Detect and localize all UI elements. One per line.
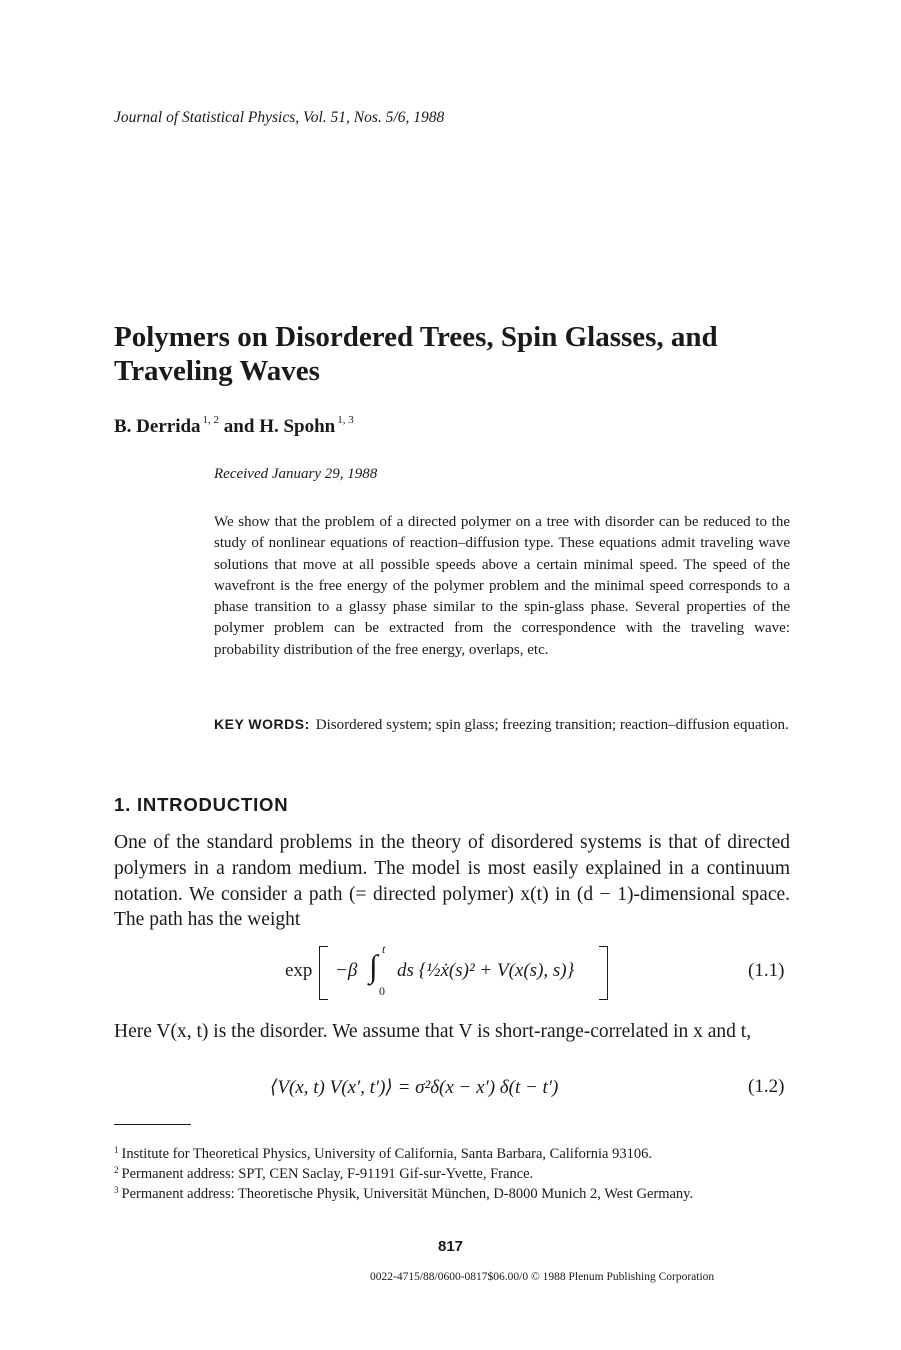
eq1-left-bracket — [319, 946, 328, 1000]
eq1-body: ds {½ẋ(s)² + V(x(s), s)} — [397, 960, 575, 981]
equation-1-2: ⟨V(x, t) V(x′, t′)⟩ = σ²δ(x − x′) δ(t − t′) — [270, 1077, 559, 1098]
section-heading: 1. INTRODUCTION — [114, 794, 289, 815]
author-line — [114, 414, 354, 438]
footnote-text: Permanent address: SPT, CEN Saclay, F-91191 Gif-sur-Yvette, France. — [121, 1166, 534, 1182]
copyright-line: 0022-4715/88/0600-0817$06.00/0 © 1988 Plenum Publishing Corporation — [370, 1271, 715, 1283]
eq1-integral-sign: ∫ — [369, 948, 378, 984]
footnote-3 — [114, 1180, 790, 1204]
keywords — [214, 714, 790, 737]
journal-citation: Journal of Statistical Physics, Vol. 51, Nos. 5/6, 1988 — [114, 109, 445, 126]
footnote-mark: 2 — [114, 1165, 119, 1175]
page-number: 817 — [437, 1238, 464, 1255]
author-name: H. Spohn — [259, 416, 336, 437]
author-joiner: and — [223, 416, 255, 437]
keywords-text: Disordered system; spin glass; freezing transition; reaction–diffusion equation. — [315, 717, 789, 733]
footnote-text: Institute for Theoretical Physics, University of California, Santa Barbara, California 93106. — [121, 1146, 652, 1162]
keywords-label: KEY WORDS: — [214, 716, 310, 732]
eq1-exp: exp — [285, 960, 313, 981]
equation-number-1-2: (1.2) — [748, 1076, 785, 1097]
footnote-text: Permanent address: Theoretische Physik, Universität München, D-8000 Munich 2, West Germany. — [121, 1186, 694, 1202]
author-affiliation-marks: 1, 2 — [202, 414, 220, 426]
footnote-rule — [114, 1124, 191, 1125]
eq1-integral-upper: t — [382, 942, 386, 956]
footnote-mark: 1 — [114, 1145, 119, 1155]
equation-number-1-1: (1.1) — [748, 960, 785, 981]
received-date: Received January 29, 1988 — [214, 466, 378, 482]
intro-paragraph-2: Here V(x, t) is the disorder. We assume that V is short-range-correlated in x and t, — [114, 1021, 752, 1042]
eq1-integral-lower: 0 — [379, 984, 385, 998]
abstract: We show that the problem of a directed polymer on a tree with disorder can be reduced to the study of nonlinear equations of reaction–diffusion type. These equations admit traveling wave solutions that move at all possible speeds above a certain minimal speed. The speed of the wavefront is the free energy of the polymer problem and the minimal speed corresponds to a phase transition to a glassy phase similar to the spin-glass phase. Several properties of the polymer problem can be extracted from the correspondence with the traveling wave: probability distribution of the free energy, overlaps, etc. — [214, 514, 790, 658]
footnote-mark: 3 — [114, 1185, 119, 1195]
article-title: Polymers on Disordered Trees, Spin Glasses, and Traveling Waves — [114, 321, 718, 387]
eq1-minus-beta: −β — [335, 960, 358, 981]
eq1-right-bracket — [599, 946, 608, 1000]
intro-paragraph-1: One of the standard problems in the theory of disordered systems is that of directed polymers in a random medium. The model is most easily explained in a continuum notation. We consider a path (= directed polymer) x(t) in (d − 1)-dimensional space. The path has the weight — [114, 832, 790, 931]
author-affiliation-marks: 1, 3 — [337, 414, 354, 426]
author-name: B. Derrida — [114, 416, 201, 437]
